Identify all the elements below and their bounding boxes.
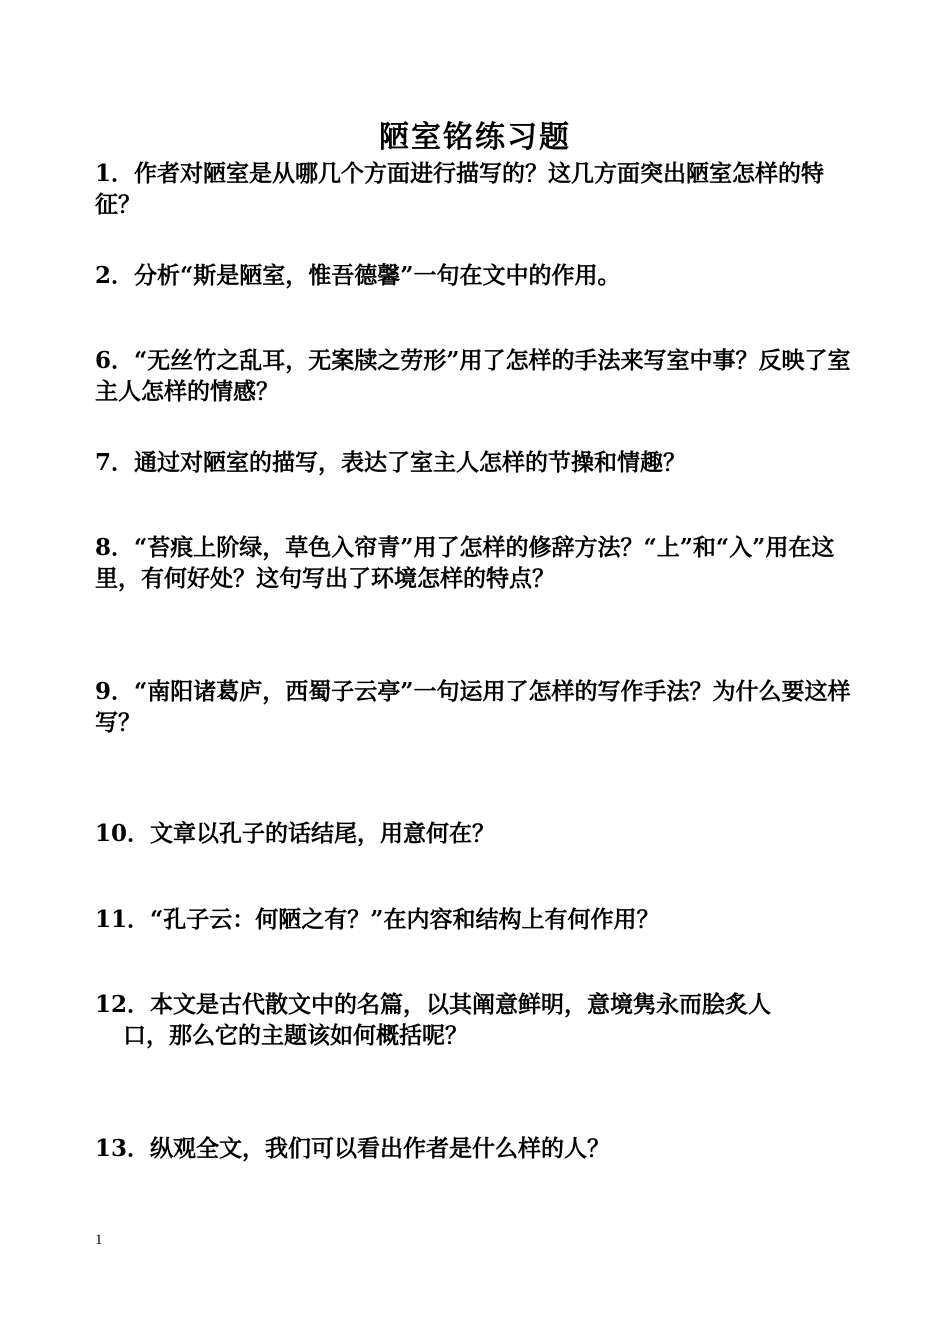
question-number: 6． [95,347,135,374]
question-text: “无丝竹之乱耳，无案牍之劳形”用了怎样的手法来写室中事？反映了室主人怎样的情感？ [95,347,851,405]
question-8 [95,532,865,594]
question-text-line-1: 本文是古代散文中的名篇，以其阐意鲜明，意境隽永而脍炙人 [150,991,772,1018]
question-text: 文章以孔子的话结尾，用意何在？ [150,820,496,847]
question-7 [95,447,865,478]
question-1 [95,158,865,220]
page-title: 陋室铭练习题 [379,120,571,155]
question-6 [95,345,865,407]
question-number: 1． [95,160,135,187]
question-number: 7． [95,449,135,476]
question-text-line-2: 口，那么它的主题该如何概括呢？ [123,1022,468,1049]
question-13 [95,1133,865,1164]
question-9 [95,676,865,738]
question-number: 9． [95,678,135,705]
question-number: 2． [95,262,135,289]
question-number: 11． [95,906,151,933]
question-number: 13． [95,1135,151,1162]
page-number: 1 [95,1232,103,1248]
question-text: 纵观全文，我们可以看出作者是什么样的人？ [150,1135,611,1162]
question-11 [95,904,865,935]
question-text: 作者对陋室是从哪几个方面进行描写的？这几方面突出陋室怎样的特征？ [95,160,825,218]
question-12 [95,989,865,1051]
question-10 [95,818,865,849]
question-number: 8． [95,534,135,561]
question-text: “苔痕上阶绿，草色入帘青”用了怎样的修辞方法？“上”和“入”用在这里，有何好处？这句写出了环境怎样的特点？ [95,534,835,592]
question-number: 12． [95,991,151,1018]
question-text: 通过对陋室的描写，表达了室主人怎样的节操和情趣？ [134,449,687,476]
question-2 [95,260,865,291]
question-text: “南阳诸葛庐，西蜀子云亭”一句运用了怎样的写作手法？为什么要这样写？ [95,678,851,736]
question-number: 10． [95,820,151,847]
question-text: 分析“斯是陋室，惟吾德馨”一句在文中的作用。 [134,262,621,289]
question-text: “孔子云：何陋之有？”在内容和结构上有何作用？ [150,906,660,933]
